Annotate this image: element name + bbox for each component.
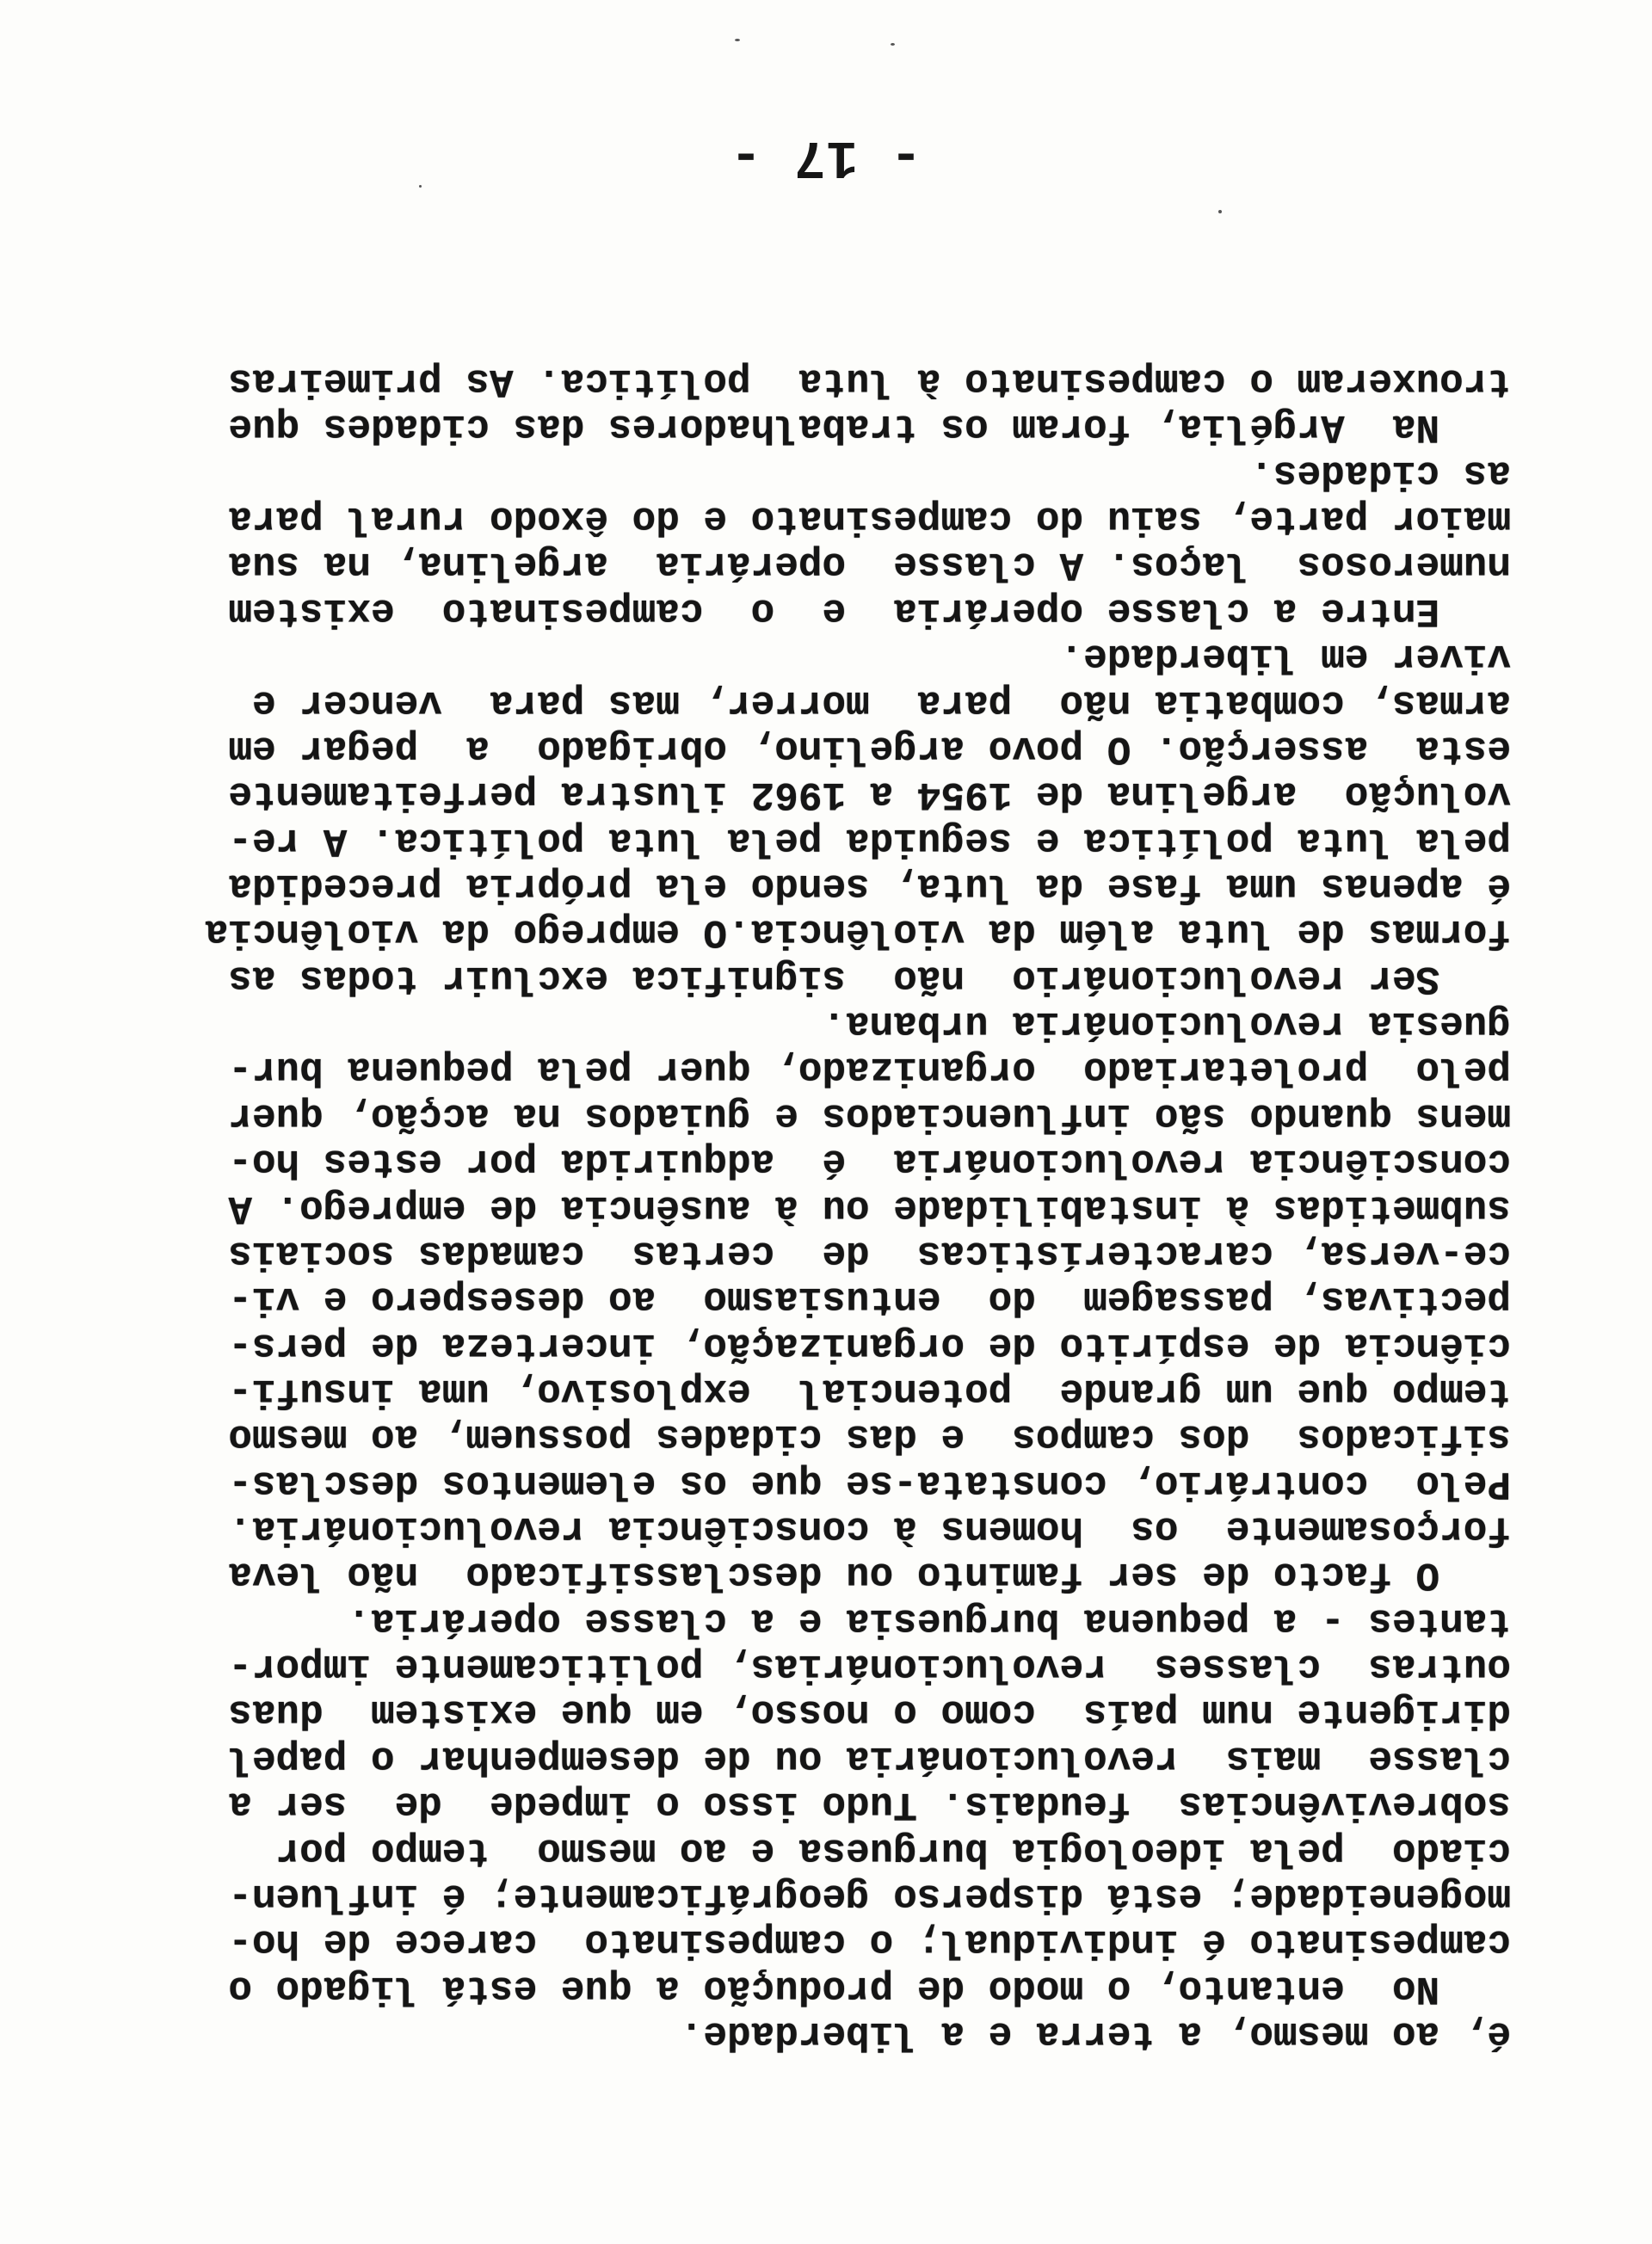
- text-line: outras classes revolucionárias, politicamente impor-: [228, 1644, 1511, 1690]
- text-line: ciência de espírito de organização, incerteza de pers-: [228, 1322, 1511, 1368]
- text-line: No entanto, o modo de produção a que está ligado o: [228, 1965, 1511, 2011]
- text-line: viver em liberdade.: [1059, 634, 1511, 680]
- paragraph-2: [117, 1597, 1511, 2010]
- text-line: Pelo contrário, constata-se que os elementos desclas-: [228, 1460, 1511, 1506]
- paragraph-3: [117, 1001, 1511, 1598]
- text-line: O facto de ser faminto ou desclassificado não leva: [228, 1552, 1511, 1598]
- paragraph-5: [117, 449, 1511, 632]
- text-line: tempo que um grande potencial explosivo, uma insufi-: [228, 1368, 1511, 1414]
- text-line: Ser revolucionário não significa excluir todas as: [228, 955, 1511, 1001]
- text-line: volução argelina de 1954 a 1962 ilustra perfeitamente: [228, 772, 1511, 817]
- text-line: pelo proletariado organizado, quer pela pequena bur-: [228, 1047, 1511, 1093]
- text-line: campesinato é individual; o campesinato carece de ho-: [228, 1920, 1511, 1965]
- text-line: classe mais revolucionária ou de desempenhar o papel: [228, 1735, 1511, 1781]
- ink-speck: [419, 185, 422, 188]
- text-line: mens quando são influenciados e guiados na acção, quer: [228, 1093, 1511, 1138]
- paragraph-1: [117, 2011, 1511, 2056]
- text-line: formas de luta além da violência.O emprego da violência: [204, 909, 1511, 955]
- text-line: dirigente num país como o nosso, em que existem duas: [228, 1690, 1511, 1735]
- ink-speck: [891, 43, 895, 46]
- text-line: Entre a classe operária e o campesinato existem: [228, 588, 1511, 633]
- ink-speck: [1218, 210, 1222, 213]
- text-line: sobrevivências feudais. Tudo isso o impede de ser a: [228, 1782, 1511, 1828]
- text-line: Na Argélia, foram os trabalhadores das cidades que: [228, 404, 1511, 450]
- page-body: [117, 358, 1511, 2056]
- text-line: mogeneidade; está disperso geográficamente; é influen-: [228, 1873, 1511, 1919]
- text-line: submetidas à instabilidade ou à ausência de emprego. A: [228, 1185, 1511, 1230]
- page-number: - 17 -: [730, 126, 922, 188]
- text-line: numerosos laços. A classe operária argelina, na sua: [228, 542, 1511, 588]
- text-line: armas, combatia não para morrer, mas para vencer e: [251, 680, 1511, 725]
- text-line: esta asserção. O povo argelino, obrigado a pegar em: [228, 725, 1511, 771]
- paragraph-4: [117, 633, 1511, 1001]
- text-line: tantes - a pequena burguesia e a classe operária.: [347, 1598, 1511, 1643]
- text-line: as cidades.: [1249, 450, 1511, 496]
- ink-speck: [735, 39, 740, 41]
- text-line: é, ao mesmo, a terra e a liberdade.: [679, 2012, 1511, 2056]
- text-line: forçosamente os homens à consciência revolucionária.: [228, 1507, 1511, 1552]
- text-line: é apenas uma fase da luta, sendo ela própria precedida: [228, 864, 1511, 909]
- text-line: ce-versa, características de certas camadas sociais: [228, 1230, 1511, 1276]
- text-line: trouxeram o campesinato à luta política. As primeiras: [228, 359, 1511, 404]
- text-line: ciado pela ideologia burguesa e ao mesmo tempo por: [275, 1828, 1511, 1873]
- text-line: consciência revolucionária é adquirida por estes ho-: [228, 1139, 1511, 1185]
- text-line: maior parte, saiu do campesinato e do êxodo rural para: [228, 496, 1511, 542]
- text-line: pela luta política e seguida pela luta política. A re-: [228, 817, 1511, 863]
- text-line: pectivas, passagem do entusiasmo ao desespero e vi-: [228, 1277, 1511, 1322]
- text-line: guesia revolucionária urbana.: [822, 1002, 1511, 1047]
- text-line: sificados dos campos e das cidades possuem, ao mesmo: [228, 1415, 1511, 1460]
- paragraph-6: [117, 358, 1511, 450]
